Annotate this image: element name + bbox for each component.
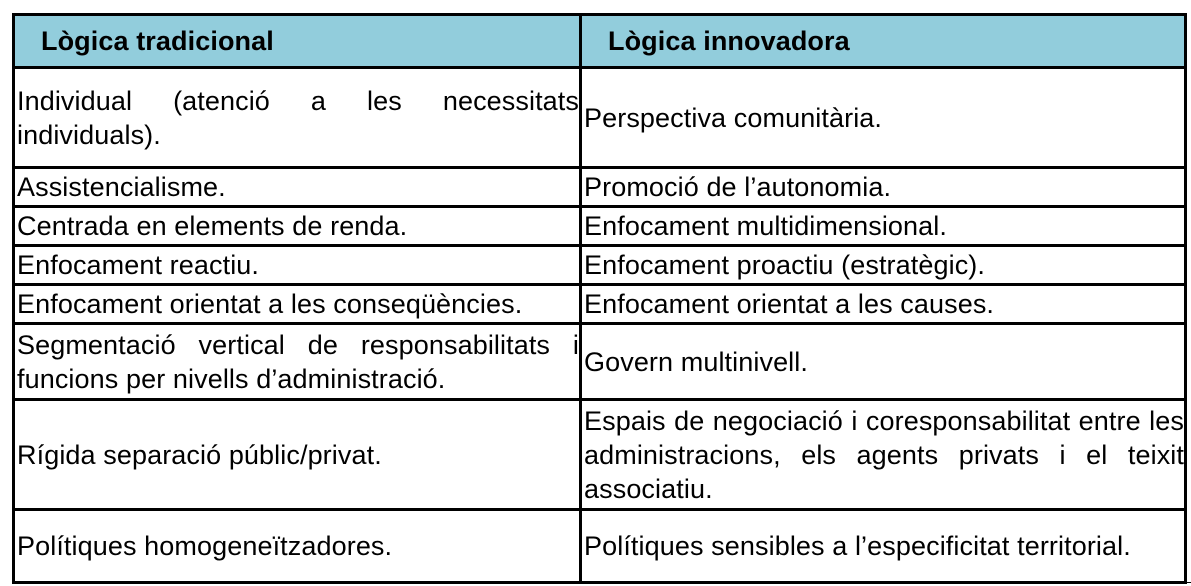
innovative-cell: Espais de negociació i coresponsabilitat entre les administracions, els agents privats i el teixit associatiu.	[581, 400, 1186, 510]
header-innovative-logic: Lògica innovadora	[581, 15, 1186, 68]
traditional-cell: Enfocament reactiu.	[14, 246, 581, 285]
table-row	[14, 285, 1186, 324]
table-row	[14, 324, 1186, 400]
innovative-cell: Perspectiva comunitària.	[581, 68, 1186, 168]
traditional-cell: Rígida separació públic/privat.	[14, 400, 581, 510]
traditional-cell: Assistencialisme.	[14, 168, 581, 207]
table-row	[14, 207, 1186, 246]
innovative-cell: Polítiques sensibles a l’especificitat territorial.	[581, 510, 1186, 583]
innovative-cell: Promoció de l’autonomia.	[581, 168, 1186, 207]
innovative-cell: Enfocament multidimensional.	[581, 207, 1186, 246]
traditional-cell: Segmentació vertical de responsabilitats i funcions per nivells d’administració.	[14, 324, 581, 400]
comparison-table	[12, 13, 1187, 584]
header-traditional-logic: Lògica tradicional	[14, 15, 581, 68]
table-row	[14, 400, 1186, 510]
table-row	[14, 168, 1186, 207]
traditional-cell: Individual (atenció a les necessitats individuals).	[14, 68, 581, 168]
innovative-cell: Enfocament orientat a les causes.	[581, 285, 1186, 324]
page-edge-rule	[865, 582, 1191, 583]
table-header-row	[14, 15, 1186, 68]
table-row	[14, 68, 1186, 168]
innovative-cell: Enfocament proactiu (estratègic).	[581, 246, 1186, 285]
traditional-cell: Polítiques homogeneïtzadores.	[14, 510, 581, 583]
innovative-cell: Govern multinivell.	[581, 324, 1186, 400]
table-row	[14, 510, 1186, 583]
traditional-cell: Centrada en elements de renda.	[14, 207, 581, 246]
table-row	[14, 246, 1186, 285]
traditional-cell: Enfocament orientat a les conseqüències.	[14, 285, 581, 324]
